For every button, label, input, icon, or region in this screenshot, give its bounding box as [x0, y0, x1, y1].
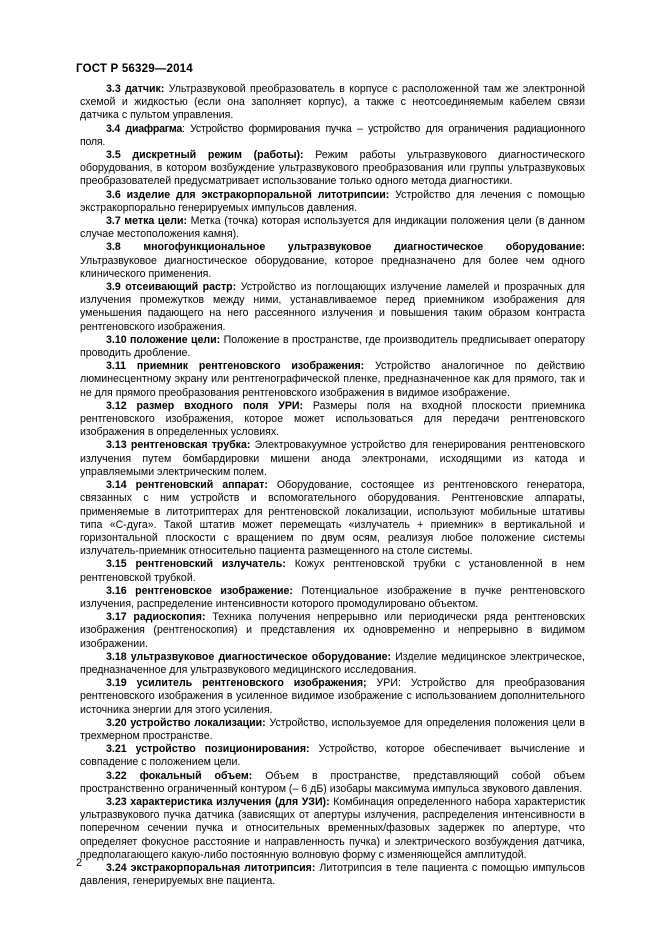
definitions-body: [80, 83, 585, 888]
definition-3-15: [80, 558, 585, 584]
term: 3.9 отсеивающий растр:: [106, 281, 237, 294]
term: 3.22 фокальный объем:: [106, 769, 253, 782]
definition-text: : Устройство формирования пучка – устройство для ограничения радиационного поля.: [80, 122, 586, 148]
page-number: 2: [76, 857, 83, 869]
term: 3.24 экстракорпоральная литотрипсия:: [106, 861, 316, 874]
definition-3-7: [80, 215, 585, 241]
term: 3.5 дискретный режим (работы):: [106, 149, 304, 162]
definition-text: Устройство, которое обеспечивает вычисление и совпадение с положением цели.: [80, 743, 585, 769]
definition-text: Оборудование, состоящее из рентгеновского генератора, связанных с ним устройств и вспомогательного оборудования. Рентгеновские аппараты, применяемые в литотриптерах для рентгеновской локализации, используют мобильные штативы типа «С-дуга». Такой штатив может перемещать «излучатель + приемник» в вертикальной и горизонтальной плоскости с вращением по двум осям, реализуя любое положение системы излучатель-приемник относительно пациента размещенного на столе системы.: [80, 479, 585, 558]
term: 3.13 рентгеновская трубка:: [106, 439, 251, 452]
definition-3-14: [80, 479, 585, 558]
definition-3-3: [80, 83, 585, 123]
term: 3.11 приемник рентгеновского изображения:: [106, 360, 365, 373]
definition-3-5: [80, 149, 585, 189]
definition-3-9: [80, 281, 585, 334]
definition-text: Размеры поля на входной плоскости приемника рентгеновского изображения, которое может использоваться для передачи рентгеновского изображения в определенных условиях.: [80, 399, 585, 439]
definition-3-22: [80, 770, 585, 796]
term: 3.4 диафрагма: [106, 122, 182, 135]
term: 3.6 изделие для экстракорпоральной литотрипсии:: [106, 188, 390, 201]
definition-text: Изделие медицинское электрическое, предназначенное для ультразвукового медицинского исследования.: [80, 650, 586, 676]
definition-text: Техника получения непрерывно или периодически ряда рентгеновских изображения (рентгеноскопия) и представления их одновременно и непрерывно в видимом изображении.: [80, 611, 585, 650]
definition-text: УРИ: Устройство для преобразования рентгеновского изображения в усиленное видимое изображение с использованием дополнительного источника энергии для этого усиления.: [80, 677, 586, 716]
definition-3-18: [80, 651, 585, 677]
definition-text: Объем в пространстве, представляющий собой объем пространственно ограниченный контуром (– 6 дБ) изобары максимума импульса звукового давления.: [80, 769, 585, 795]
definition-text: Электровакуумное устройство для генерирования рентгеновского излучения путем бомбардировки мишени анода электронами, исходящими из катода и управляемыми электрическим полем.: [80, 439, 585, 478]
definition-3-13: [80, 439, 585, 479]
definition-text: Устройство, используемое для определения положения цели в трехмерном пространстве.: [80, 716, 585, 742]
term: 3.14 рентгеновский аппарат:: [106, 479, 268, 492]
definition-text: Кожух рентгеновской трубки с установленной в нем рентгеновской трубкой.: [80, 558, 585, 584]
term: 3.20 устройство локализации:: [106, 716, 266, 729]
definition-3-6: [80, 189, 585, 215]
definition-3-11: [80, 360, 585, 400]
term: 3.8 многофункциональное ультразвуковое диагностическое оборудование:: [106, 241, 585, 254]
definition-text: Режим работы ультразвукового диагностического оборудования, в котором возбуждение ультразвукового преобразования или группы ультразвуковых преобразователей предусматривает использование только одного метода диагностики.: [80, 149, 585, 188]
definition-text: Устройство из поглощающих излучение ламелей и прозрачных для излучения промежутков между ними, устанавливаемое перед приемником изображения для уменьшения падающего на него рассеянного излучения и повышения таким образом контраста рентгеновского изображения.: [80, 281, 586, 333]
definition-text: Потенциальное изображение в пучке рентгеновского излучения, распределение интенсивности которого промодулировано объектом.: [80, 584, 586, 610]
definition-3-17: [80, 611, 585, 651]
term: 3.3 датчик:: [106, 83, 165, 95]
definition-text: Положение в пространстве, где производитель предписывает оператору проводить дробление.: [80, 333, 585, 360]
definition-3-20: [80, 717, 585, 743]
definition-text: Литотрипсия в теле пациента с помощью импульсов давления, генерируемых вне пациента.: [80, 861, 585, 888]
definition-3-12: [80, 400, 585, 440]
standard-designation: ГОСТ Р 56329—2014: [76, 63, 193, 75]
definition-3-10: [80, 334, 585, 360]
definition-text: Устройство для лечения с помощью экстракорпорально генерируемых импульсов давления.: [80, 188, 585, 214]
definition-text: Комбинация определенного набора характеристик ультразвукового пучка датчика (зависящих от апертуры излучения, распределения интенсивности в поперечном сечении пучка и относительных временных/фазовых задержек по апертуре, что определяет фокусное расстояние и направленность пучка) и электрического возбуждения датчика, предполагающего какую-либо постоянную волновую форму с изменяющейся амплитудой.: [80, 795, 585, 861]
term: 3.7 метка цели:: [106, 215, 188, 228]
definition-text: Ультразвуковой преобразователь в корпусе с расположенной там же электронной схемой и жидкостью (если она заполняет корпус), а также с неотсоединяемым кабелем связи датчика с пультом управления.: [80, 83, 585, 122]
term: 3.10 положение цели:: [106, 333, 221, 346]
definition-text: Устройство аналогичное по действию люминесцентному экрану или рентгенографической пленке, предназначенное как для прямого, так и не для прямого преобразования рентгеновского изображения в видимое изображение.: [80, 360, 585, 399]
term: 3.21 устройство позиционирования:: [106, 743, 310, 756]
definition-3-24: [80, 862, 585, 888]
term: 3.15 рентгеновский излучатель:: [106, 558, 286, 571]
term: 3.23 характеристика излучения (для УЗИ):: [106, 795, 330, 808]
term: 3.17 радиоскопия:: [106, 611, 206, 624]
term: 3.16 рентгеновское изображение:: [106, 584, 293, 597]
definition-text: Ультразвуковое диагностическое оборудование, которое предназначено для более чем одного клинического применения.: [80, 254, 585, 280]
definition-3-23: [80, 796, 585, 862]
definition-3-19: [80, 677, 585, 717]
definition-3-16: [80, 585, 585, 611]
term: 3.18 ультразвуковое диагностическое оборудование:: [106, 650, 392, 663]
definition-3-4: [80, 123, 585, 149]
term: 3.12 размер входного поля УРИ:: [106, 399, 304, 412]
definition-text: Метка (точка) которая используется для индикации положения цели (в данном случае местоположения камня).: [80, 215, 585, 241]
definition-3-8: [80, 241, 585, 281]
term: 3.19 усилитель рентгеновского изображения;: [106, 677, 367, 690]
definition-3-21: [80, 743, 585, 769]
